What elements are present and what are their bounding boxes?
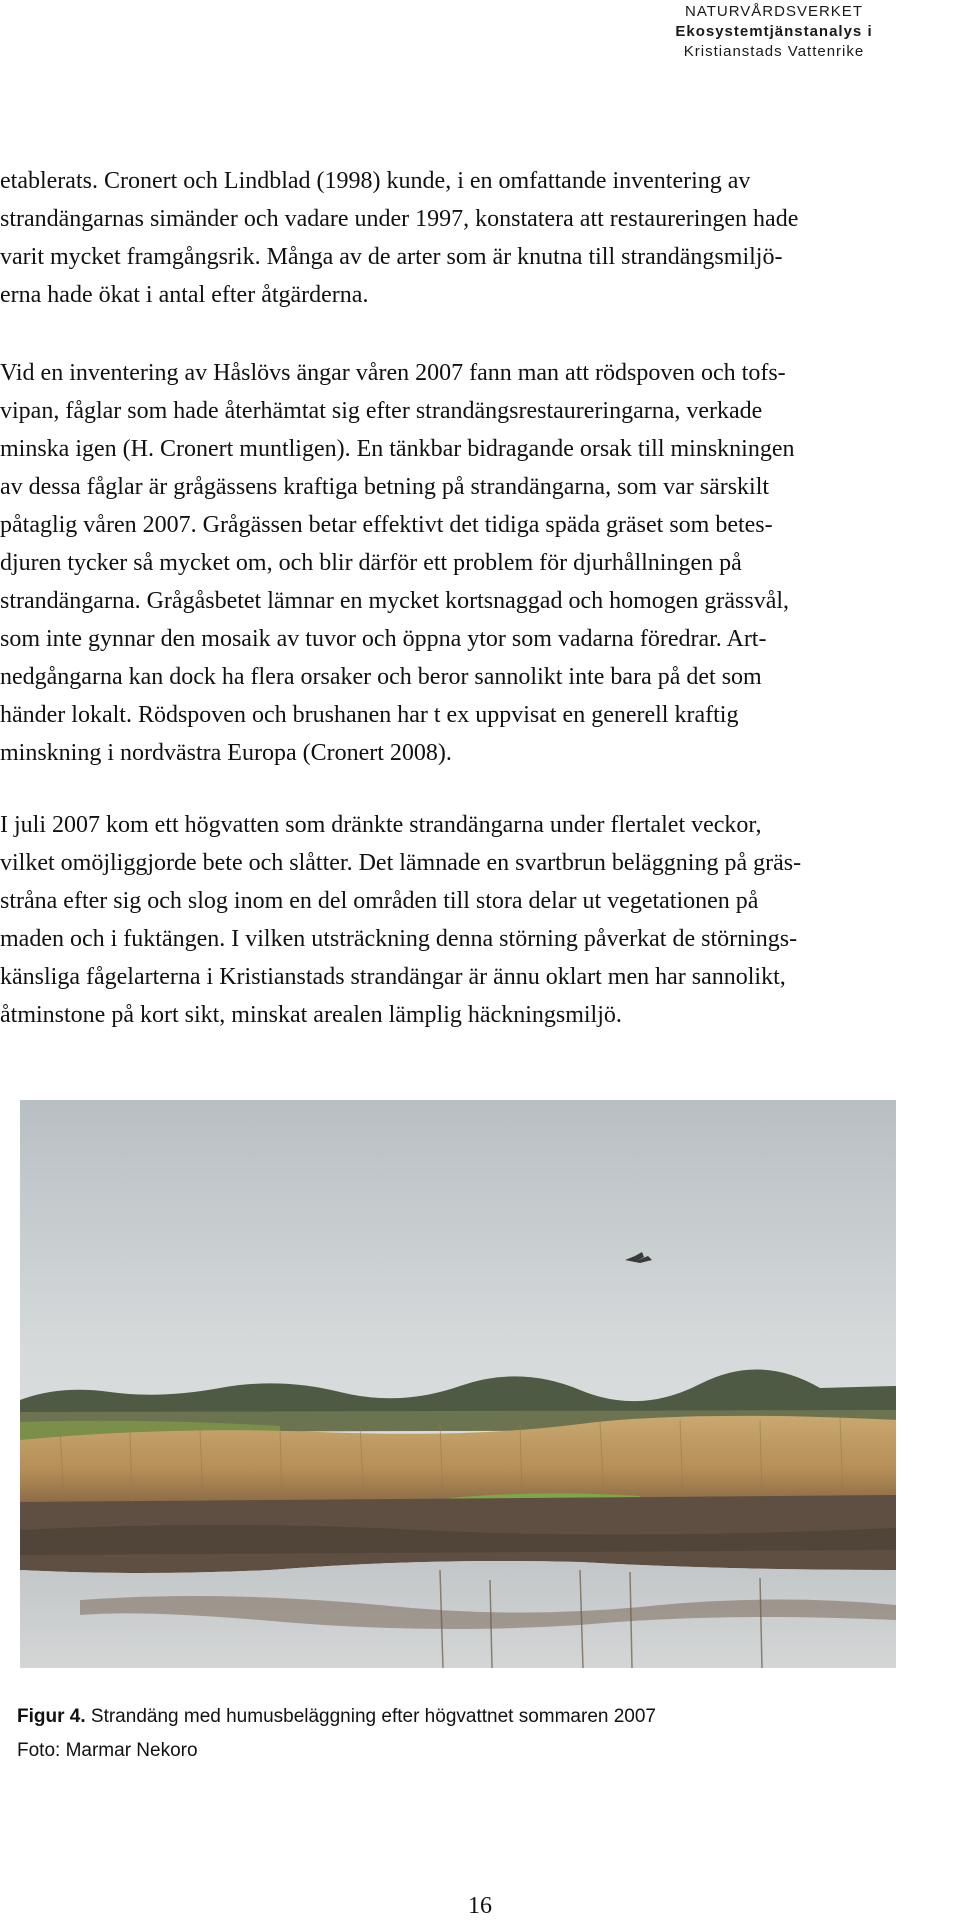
text-line: vilket omöjliggjorde bete och slåtter. Det lämnade en svartbrun beläggning på gräs- <box>0 850 802 876</box>
text-line: maden och i fuktängen. I vilken utsträckning denna störning påverkat de störnings- <box>0 926 798 952</box>
text-line: påtaglig våren 2007. Grågässen betar effektivt det tidiga späda gräset som betes- <box>0 512 773 538</box>
caption-line <box>17 1700 656 1734</box>
text-line: Vid en inventering av Håslövs ängar våren 2007 fann man att rödspoven och tofs- <box>0 360 786 386</box>
text-line: djuren tycker så mycket om, och blir därför ett problem för djurhållningen på <box>0 550 742 576</box>
text-line: minska igen (H. Cronert muntligen). En tänkbar bidragande orsak till minskningen <box>0 436 795 462</box>
text-line: strandängarnas simänder och vadare under 1997, konstatera att restaureringen hade <box>0 206 799 232</box>
caption-text: Strandäng med humusbeläggning efter högvattnet sommaren 2007 <box>85 1706 656 1727</box>
figure-label: Figur 4. <box>17 1706 86 1727</box>
photo-credit: Foto: Marmar Nekoro <box>17 1740 198 1761</box>
text-line: stråna efter sig och slog inom en del områden till stora delar ut vegetationen på <box>0 888 759 914</box>
text-line: händer lokalt. Rödspoven och brushanen har t ex uppvisat en generell kraftig <box>0 702 739 728</box>
text-line: vipan, fåglar som hade återhämtat sig efter strandängsrestaureringarna, verkade <box>0 398 763 424</box>
text-line: minskning i nordvästra Europa (Cronert 2008). <box>0 740 452 766</box>
text-line: I juli 2007 kom ett högvatten som dränkte strandängarna under flertalet veckor, <box>0 812 762 838</box>
text-line: strandängarna. Grågåsbetet lämnar en mycket kortsnaggad och homogen grässvål, <box>0 588 790 614</box>
header-organization: NATURVÅRDSVERKET <box>685 3 863 20</box>
text-line: etablerats. Cronert och Lindblad (1998) kunde, i en omfattande inventering av <box>0 168 751 194</box>
paragraph-2 <box>0 354 958 772</box>
text-line: varit mycket framgångsrik. Många av de arter som är knutna till strandängsmiljö- <box>0 244 783 270</box>
text-line: känsliga fågelarterna i Kristianstads strandängar är ännu oklart men har sannolikt, <box>0 964 786 990</box>
text-line: som inte gynnar den mosaik av tuvor och öppna ytor som vadarna föredrar. Art- <box>0 626 767 652</box>
text-line: erna hade ökat i antal efter åtgärderna. <box>0 282 369 308</box>
text-line: nedgångarna kan dock ha flera orsaker och beror sannolikt inte bara på det som <box>0 664 762 690</box>
header-subtitle: Kristianstads Vattenrike <box>683 43 865 60</box>
paragraph-1 <box>0 162 958 314</box>
document-header <box>624 2 924 62</box>
header-title: Ekosystemtjänstanalys i <box>675 23 873 40</box>
text-line: åtminstone på kort sikt, minskat arealen lämplig häckningsmiljö. <box>0 1002 622 1028</box>
paragraph-3 <box>0 806 958 1034</box>
page-number: 16 <box>468 1893 492 1919</box>
text-line: av dessa fåglar är grågässens kraftiga betning på strandängarna, som var särskilt <box>0 474 770 500</box>
figure-photo <box>20 1100 896 1668</box>
figure-caption <box>17 1700 656 1768</box>
